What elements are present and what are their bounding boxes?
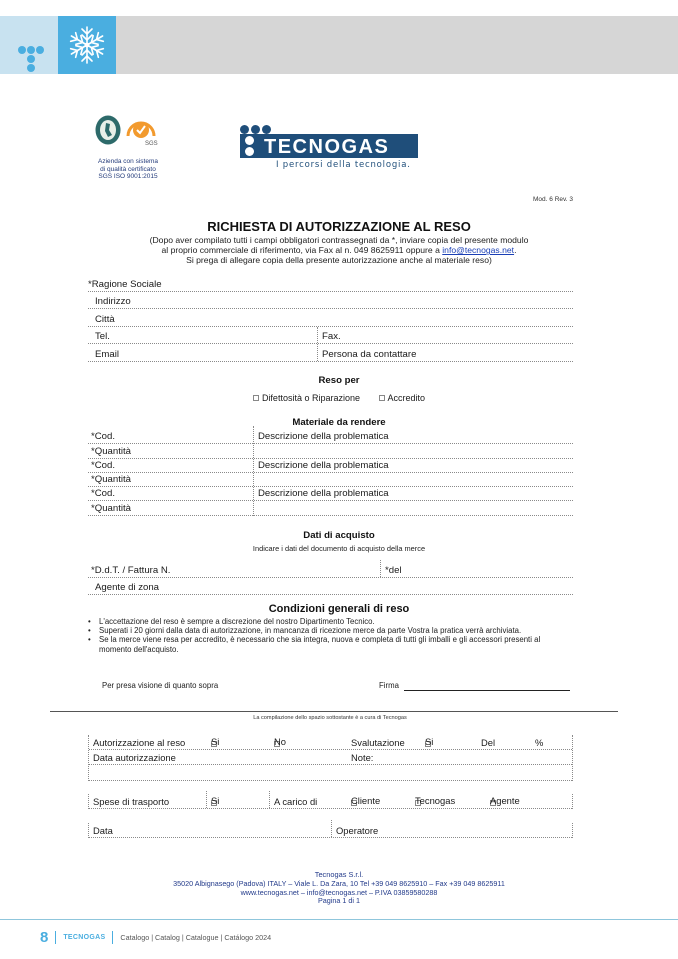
quantita-field[interactable]: *Quantità: [88, 501, 573, 515]
cod-field[interactable]: *Cod. Descrizione della problematica: [88, 487, 573, 501]
ragione-sociale-field[interactable]: *Ragione Sociale: [88, 274, 573, 292]
cert-line: di qualità certificato: [100, 165, 156, 173]
condizione-item: • Superati i 20 giorni dalla data di autorizzazione, in mancanza di ricezione merce da parte Vostra la pratica verrà archiviata.: [88, 626, 573, 635]
ddt-field[interactable]: *D.d.T. / Fattura N.: [91, 564, 171, 576]
category-tab: [58, 16, 116, 74]
signature-row: [102, 681, 572, 690]
cert-line: SGS ISO 9001:2015: [98, 173, 158, 180]
cod-field[interactable]: *Cod. Descrizione della problematica: [88, 430, 573, 444]
catalog-label: Catalogo | Catalog | Catalogue | Catálogo 2024: [120, 932, 272, 942]
tecnogas-dots-icon: [14, 42, 48, 78]
form-intro: (Dopo aver compilato tutti i campi obbligatori contrassegnati da *, inviare copia del presente modulo al proprio commerciale di riferimento, via Fax al n. 049 8625911 oppure a info@tecnogas.net. Si prega di allegare copia della presente autorizzazione anche al materiale reso): [149, 235, 529, 266]
note-extra-line[interactable]: [89, 765, 572, 781]
operatore-field[interactable]: Operatore: [336, 825, 379, 836]
condizione-item: • Se la merce viene resa per accredito, è necessario che sia integra, nuova e completa di tutti gli imballi e gli accessori presenti al momento dell'acquisto.: [88, 635, 573, 653]
fax-field[interactable]: Fax.: [322, 331, 341, 343]
brand-name: TECNOGAS: [264, 136, 390, 158]
accredia-seal-icon: [94, 114, 122, 146]
materiale-table: [88, 430, 573, 516]
acquisto-subheading: Indicare i dati del documento di acquisto della merce: [252, 544, 426, 553]
firma-label: Firma: [379, 681, 399, 690]
spese-box: [88, 794, 573, 809]
data-field[interactable]: Data: [93, 825, 113, 836]
sgs-check-icon: [124, 114, 158, 146]
quantita-field[interactable]: *Quantità: [88, 473, 573, 487]
form-title: RICHIESTA DI AUTORIZZAZIONE AL RESO: [207, 219, 471, 234]
authorization-box: [88, 735, 573, 781]
reso-per-options: [0, 393, 678, 403]
persona-field[interactable]: Persona da contattare: [322, 348, 417, 360]
svalutazione-del-field[interactable]: Del: [481, 737, 496, 748]
autorizzazione-row: Autorizzazione al reso Si No Svalutazione Si Del %: [89, 735, 572, 750]
certification-block: [88, 114, 168, 181]
accredito-checkbox[interactable]: Accredito: [379, 393, 426, 403]
brand-tab: [0, 16, 58, 74]
section-divider: [50, 711, 618, 712]
internal-note: La compilazione dello spazio sottostante è a cura di Tecnogas: [253, 715, 407, 721]
cod-field[interactable]: *Cod. Descrizione della problematica: [88, 459, 573, 473]
spese-row: Spese di trasporto Si A carico di Cliente Tecnogas Agente: [89, 794, 572, 809]
note-field[interactable]: Note:: [351, 752, 374, 763]
del-field[interactable]: *del: [385, 564, 402, 576]
brand-tagline: I percorsi della tecnologia.: [276, 160, 411, 170]
model-reference: Mod. 6 Rev. 3: [533, 196, 573, 203]
reso-per-heading: Reso per: [318, 375, 360, 386]
agente-field[interactable]: Agente di zona: [88, 578, 573, 596]
email-field[interactable]: Email: [95, 348, 119, 360]
page-footer-rule: [0, 919, 678, 920]
difettosita-checkbox[interactable]: Difettosità o Riparazione: [253, 393, 360, 403]
ddt-row: [88, 560, 573, 578]
condizione-item: • L'accettazione del reso è sempre a discrezione del nostro Dipartimento Tecnico.: [88, 617, 573, 626]
email-persona-row: [88, 344, 573, 362]
page-footer: [40, 929, 271, 945]
svg-text:SGS: SGS: [145, 141, 158, 146]
presa-visione-label: Per presa visione di quanto sopra: [102, 681, 219, 690]
tel-field[interactable]: Tel.: [95, 331, 110, 343]
citta-field[interactable]: Città: [88, 309, 573, 327]
acquisto-heading: Dati di acquisto: [303, 530, 375, 541]
materiale-heading: Materiale da rendere: [292, 417, 386, 428]
page-number: 8: [40, 928, 49, 946]
condizioni-heading: Condizioni generali di reso: [268, 603, 410, 615]
data-autorizzazione-row: [89, 750, 572, 765]
data-operatore-row: [89, 823, 572, 838]
acquisto-section: [88, 560, 573, 595]
indirizzo-field[interactable]: Indirizzo: [88, 292, 573, 310]
quantita-field[interactable]: *Quantità: [88, 444, 573, 458]
firma-field[interactable]: [404, 690, 570, 691]
data-autorizzazione-field[interactable]: Data autorizzazione: [93, 752, 176, 763]
cert-line: Azienda con sistema: [98, 158, 158, 165]
snowflake-icon: [67, 24, 107, 66]
data-operatore-box: [88, 823, 573, 838]
company-footer: Tecnogas S.r.l. 35020 Albignasego (Padova) ITALY – Viale L. Da Zara, 10 Tel +39 049 8625910 – Fax +39 049 8625911 www.tecnogas.net – info@tecnogas.net – P.IVA 03859580288 Pagina 1 di 1: [173, 870, 505, 906]
tel-fax-row: [88, 327, 573, 345]
email-link[interactable]: info@tecnogas.net: [442, 245, 515, 256]
condizioni-list: [88, 617, 573, 654]
footer-brand: TECNOGAS: [63, 933, 106, 941]
customer-section: [88, 274, 573, 362]
